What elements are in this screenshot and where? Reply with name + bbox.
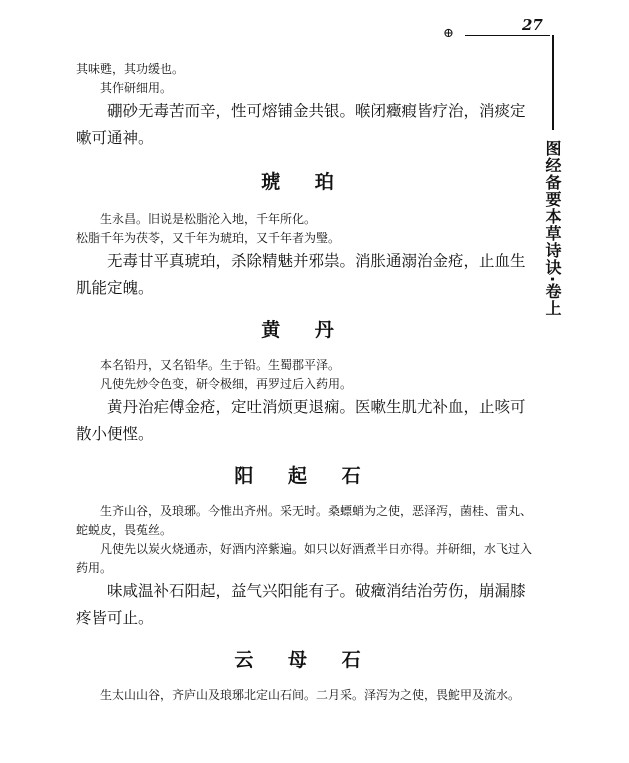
header-ornament-icon: ⊕: [443, 26, 454, 41]
mica-note-1: 生太山山谷，齐庐山及琅琊北定山石间。二月采。泽泻为之使，畏鮀甲及流水。: [100, 688, 521, 702]
intro-verse: 硼砂无毒苦而辛，性可熔铺金共银。喉闭癥瘕皆疗治，消痰定嗽可通神。: [76, 102, 526, 147]
intro-note-2: 其作研细用。: [100, 81, 173, 95]
actinolite-note-2: 凡使先以炭火烧通赤，好酒内淬紫遍。如只以好酒煮半日亦得。并研细，水飞过入药用。: [76, 542, 533, 575]
amber-note-2: 松脂千年为茯苓，又千年为琥珀，又千年者为瑿。: [76, 231, 341, 245]
section-title-actinolite: 阳 起 石: [234, 465, 375, 487]
actinolite-verse: 味咸温补石阳起，益气兴阳能有子。破癥消结治劳伤，崩漏膝疼皆可止。: [76, 582, 526, 627]
amber-verse: 无毒甘平真琥珀，杀除精魅并邪祟。消胀通溺治金疮，止血生肌能定魄。: [76, 252, 526, 297]
amber-note-1: 生永昌。旧说是松脂沦入地，千年所化。: [100, 212, 317, 226]
page-content: [76, 60, 533, 705]
minium-verse: 黄丹治疟傅金疮，定吐消烦更退痫。医嗽生肌尤补血，止咳可散小便悭。: [76, 398, 526, 443]
side-rule: [552, 35, 554, 130]
section-title-amber: 琥 珀: [261, 171, 348, 193]
minium-note-2: 凡使先炒令色变，研令极细，再罗过后入药用。: [100, 377, 353, 391]
intro-note-1: 其味甦，其功缓也。: [76, 62, 185, 76]
page-number: 27: [522, 16, 543, 34]
header-rule: [465, 35, 550, 36]
side-running-title: 图经备要本草诗诀·卷上: [543, 140, 562, 318]
section-title-minium: 黄 丹: [261, 319, 348, 341]
actinolite-note-1: 生齐山谷，及琅琊。今惟出齐州。采无时。桑螵蛸为之使，恶泽泻，菌桂、雷丸、蛇蜕皮，畏菟丝。: [76, 504, 533, 537]
section-title-mica: 云 母 石: [234, 649, 375, 671]
minium-note-1: 本名铅丹，又名铅华。生于铅。生蜀郡平泽。: [100, 358, 341, 372]
